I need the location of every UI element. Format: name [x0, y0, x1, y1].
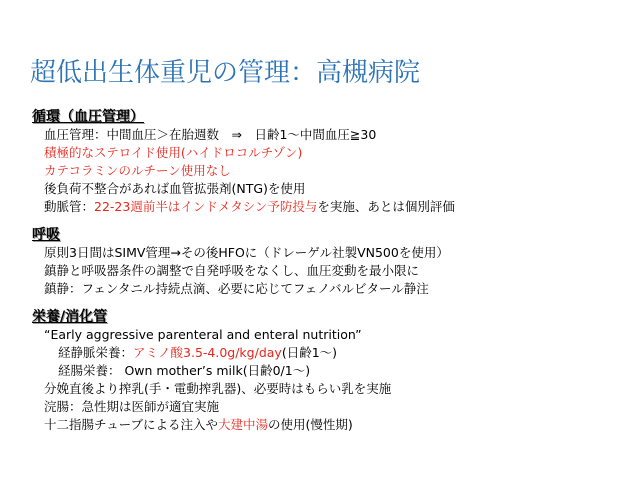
page-title: 超低出生体重児の管理：高槻病院: [30, 58, 421, 88]
parenteral-line: [32, 344, 622, 362]
parenteral-label: 経静脈栄養：: [58, 345, 134, 360]
duodenal-tube-rest: の使用(慢性期): [268, 417, 353, 432]
sedation-drug-line: 鎮静：フェンタニル持続点滴、必要に応じてフェノバルビタール静注: [44, 281, 429, 296]
breast-milk-line: 分娩直後より搾乳(手・電動搾乳器)、必要時はもらい乳を実施: [44, 381, 392, 396]
daikenchuto-highlight: 大建中湯: [218, 417, 269, 432]
nutrition-motto-line: “Early aggressive parenteral and enteral nutrition”: [44, 327, 362, 342]
catecholamine-line: カテコラミンのルチーン使用なし: [44, 163, 231, 178]
enema-line: 浣腸：急性期は医師が適宜実施: [44, 399, 220, 414]
section-nutrition: [32, 308, 622, 434]
ductus-line: [32, 198, 622, 216]
duodenal-tube-line: [32, 416, 622, 434]
ductus-label: 動脈管：: [44, 199, 95, 214]
ductus-rest: を実施、あとは個別評価: [317, 199, 455, 214]
parenteral-highlight: アミノ酸3.5-4.0g/kg/day: [133, 345, 282, 360]
vasodilator-line: 後負荷不整合があれば血管拡張剤(NTG)を使用: [44, 181, 306, 196]
section-circulation: [32, 108, 622, 216]
bp-management-line: 血圧管理：中間血圧＞在胎週数 ⇒ 日齢1～中間血圧≧30: [44, 127, 377, 142]
slide-content: [32, 106, 622, 444]
ductus-highlight: 22-23週前半はインドメタシン予防投与: [94, 199, 318, 214]
parenteral-rest: (日齢1～): [281, 345, 338, 360]
enteral-line: 経腸栄養： Own mother’s milk(日齢0/1～): [58, 363, 311, 378]
section-heading-nutrition: 栄養/消化管: [32, 309, 108, 325]
sedation-adjust-line: 鎮静と呼吸器条件の調整で自発呼吸をなくし、血圧変動を最小限に: [44, 263, 420, 278]
section-heading-circulation: 循環（血圧管理）: [32, 109, 144, 125]
ventilation-line: 原則3日間はSIMV管理→その後HFOに（ドレーゲル社製VN500を使用）: [44, 245, 449, 260]
steroid-line: 積極的なステロイド使用(ハイドロコルチゾン): [44, 145, 303, 160]
section-respiration: [32, 226, 622, 298]
section-heading-respiration: 呼吸: [32, 227, 60, 243]
duodenal-tube-label: 十二指腸チューブによる注入や: [44, 417, 219, 432]
